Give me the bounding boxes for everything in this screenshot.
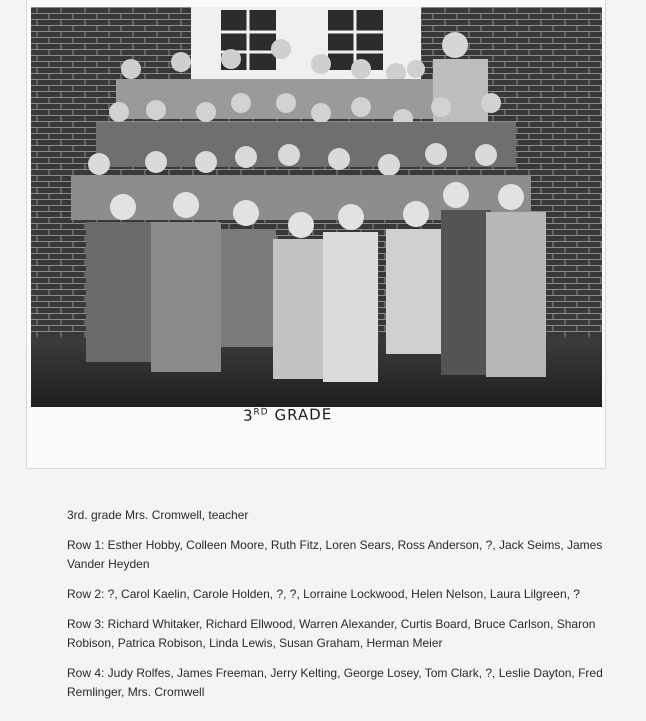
caption-row-3: Row 3: Richard Whitaker, Richard Ellwood, Warren Alexander, Curtis Board, Bruce Carlson, Sharon Robison, Patrica Robison, Linda Lewis, Susan Graham, Herman Meier xyxy=(67,617,596,650)
caption xyxy=(67,506,607,713)
grade-label: 3RD GRADE xyxy=(242,405,333,425)
caption-row-2: Row 2: ?, Carol Kaelin, Carole Holden, ?, ?, Lorraine Lockwood, Helen Nelson, Laura Lilgreen, ? xyxy=(67,587,580,601)
caption-row-4: Row 4: Judy Rolfes, James Freeman, Jerry Kelting, George Losey, Tom Clark, ?, Leslie Dayton, Fred Remlinger, Mrs. Cromwell xyxy=(67,666,603,699)
class-photo-image xyxy=(31,7,602,407)
caption-row-1: Row 1: Esther Hobby, Colleen Moore, Ruth Fitz, Loren Sears, Ross Anderson, ?, Jack Seims, James Vander Heyden xyxy=(67,538,603,571)
class-photo xyxy=(31,7,602,407)
caption-heading: 3rd. grade Mrs. Cromwell, teacher xyxy=(67,508,249,522)
